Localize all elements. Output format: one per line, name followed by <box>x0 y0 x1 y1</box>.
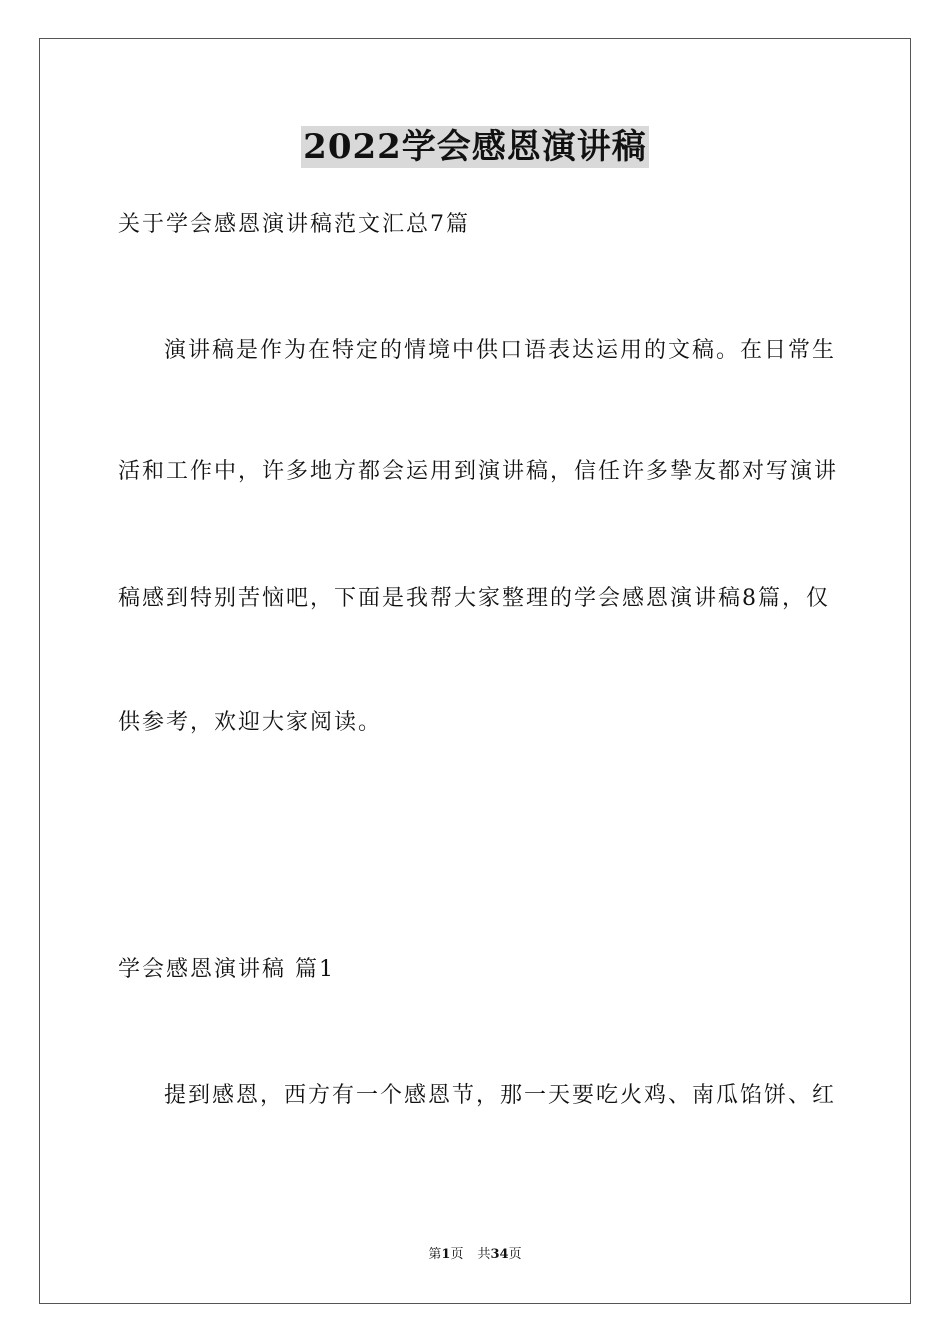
footer-page-suffix: 页 <box>450 1247 464 1262</box>
page-footer <box>0 1246 950 1264</box>
intro-line-3: 稿感到特别苦恼吧，下面是我帮大家整理的学会感恩演讲稿8篇，仅 <box>118 586 830 611</box>
section-heading: 学会感恩演讲稿 篇1 <box>118 957 335 982</box>
footer-total-suffix: 页 <box>508 1247 522 1262</box>
document-title: 2022学会感恩演讲稿 <box>303 127 647 167</box>
footer-page-number: 1 <box>441 1247 451 1262</box>
document-subtitle: 关于学会感恩演讲稿范文汇总7篇 <box>118 212 470 237</box>
footer-total-pages: 34 <box>490 1247 509 1262</box>
intro-line-4: 供参考，欢迎大家阅读。 <box>118 710 383 735</box>
section-line-1: 提到感恩，西方有一个感恩节，那一天要吃火鸡、南瓜馅饼、红 <box>164 1083 837 1108</box>
footer-page-prefix: 第 <box>428 1247 442 1262</box>
title-container <box>0 126 950 168</box>
intro-line-2: 活和工作中，许多地方都会运用到演讲稿，信任许多挚友都对写演讲 <box>118 459 839 484</box>
intro-line-1: 演讲稿是作为在特定的情境中供口语表达运用的文稿。在日常生 <box>164 338 837 363</box>
footer-total-prefix: 共 <box>477 1247 491 1262</box>
